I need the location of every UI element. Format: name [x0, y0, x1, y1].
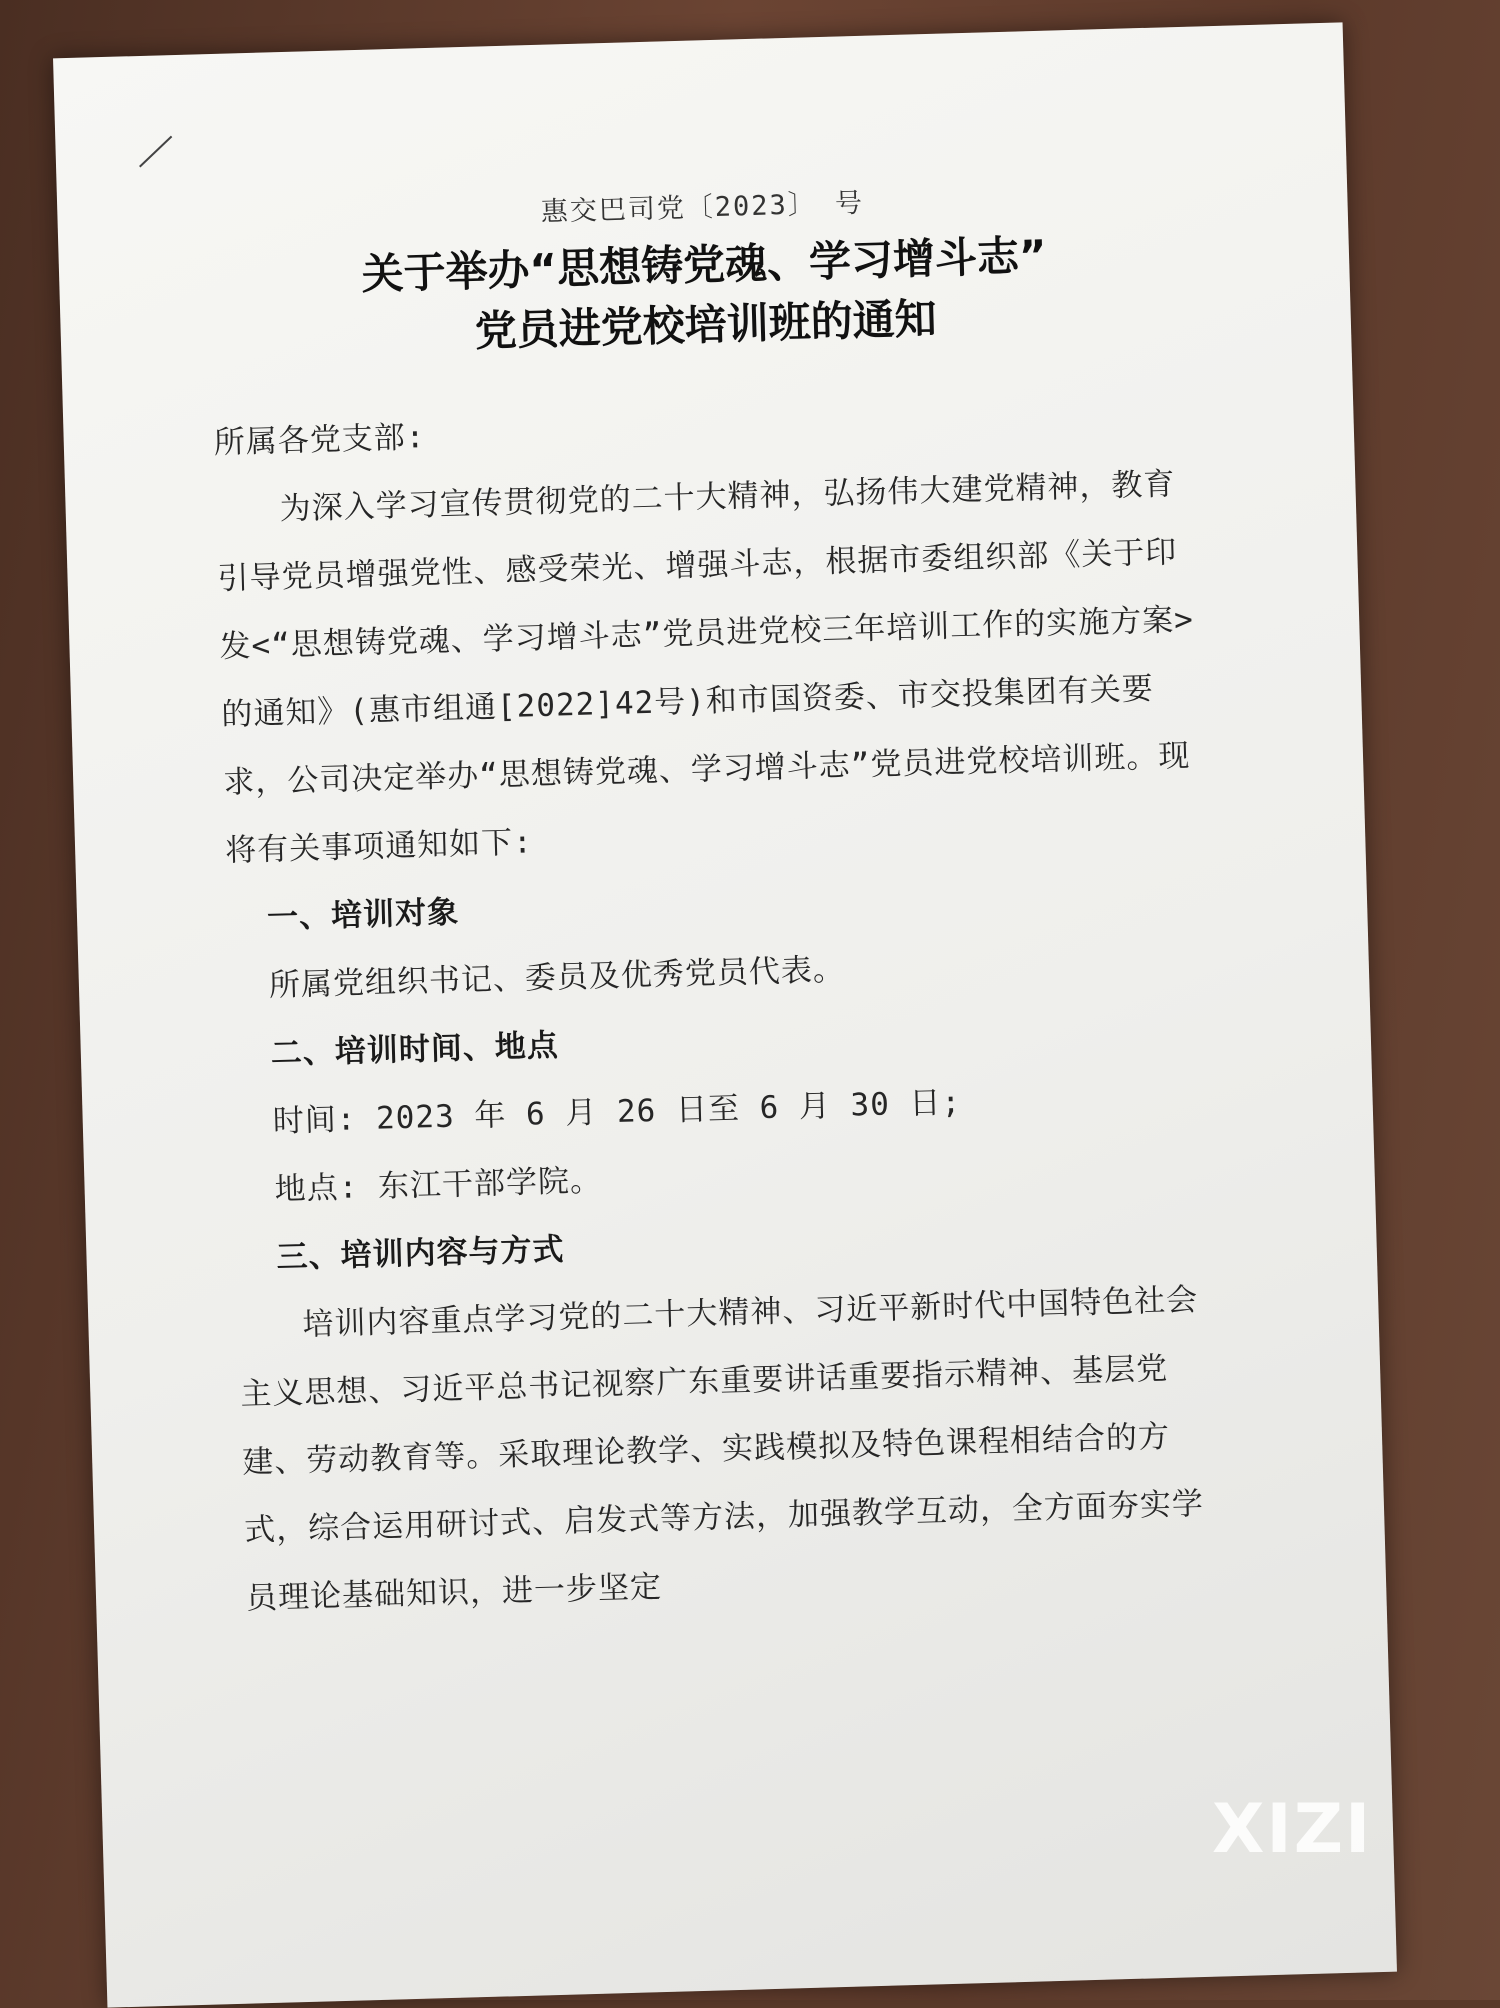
section-2-time: 时间: 2023 年 6 月 26 日至 6 月 30 日; — [272, 1084, 962, 1140]
intro-paragraph: 为深入学习宣传贯彻党的二十大精神，弘扬伟大建党精神，教育引导党员增强党性、感受荣光、增强斗志，根据市委组织部《关于印发<“思想铸党魂、学习增斗志”党员进党校三年培训工作的实施方案>的通知》(惠市组通[2022]42号)和市国资委、市交投集团有关要求，公司决定举办“思想铸党魂、学习增斗志”党员进党校培训班。现将有关事项通知如下: — [217, 466, 1195, 869]
section-1-text: 所属党组织书记、委员及优秀党员代表。 — [268, 951, 846, 1004]
section-3-paragraph: 培训内容重点学习党的二十大精神、习近平新时代中国特色社会主义思想、习近平总书记视察广东重要讲话重要指示精神、基层党建、劳动教育等。采取理论教学、实践模拟及特色课程相结合的方式，综合运用研讨式、启发式等方法，加强教学互动，全方面夯实学员理论基础知识，进一步坚定 — [239, 1281, 1205, 1617]
section-2-heading: 二、培训时间、地点 — [270, 1027, 560, 1072]
document-sheet — [53, 22, 1397, 2007]
section-3-heading: 三、培训内容与方式 — [276, 1231, 565, 1276]
document-body — [213, 382, 1227, 1633]
salutation: 所属各党支部: — [213, 419, 426, 462]
document-title — [58, 217, 1351, 373]
document-number: 惠交巴司党〔2023〕 号 — [540, 187, 865, 228]
title-line-2: 党员进党校培训班的通知 — [474, 293, 938, 356]
watermark-logo: XIZI — [1212, 1790, 1373, 1869]
section-2-place: 地点: 东江干部学院。 — [274, 1162, 603, 1208]
section-1-heading: 一、培训对象 — [266, 894, 460, 936]
title-line-1: 关于举办“思想铸党魂、学习增斗志” — [360, 230, 1048, 299]
pen-mark — [139, 136, 172, 168]
